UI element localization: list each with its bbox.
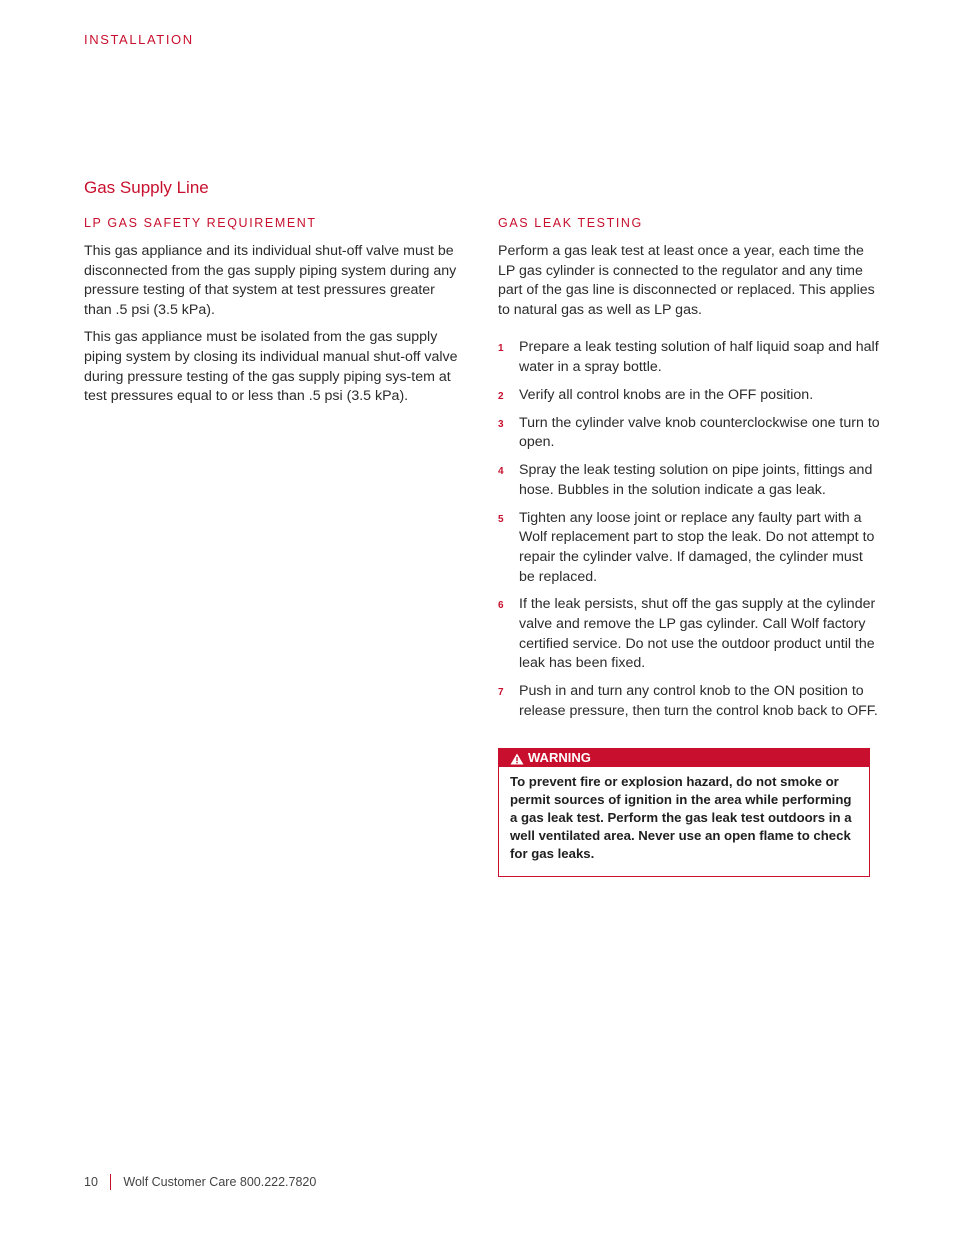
list-item [498,461,880,500]
warning-triangle-icon [510,752,524,764]
step-number: 4 [498,466,504,478]
customer-care-text: Wolf Customer Care 800.222.7820 [123,1175,317,1189]
step-number: 1 [498,343,504,355]
footer-divider [110,1174,112,1190]
page-number: 10 [84,1175,98,1189]
step-number: 3 [498,418,504,430]
step-text: If the leak persists, shut off the gas supply at the cylinder valve and remove the LP gas cylinder. Call Wolf factory certified service. Do not use the outdoor product until the leak has been fixed. [519,596,876,672]
step-text: Verify all control knobs are in the OFF position. [519,386,814,403]
step-text: Spray the leak testing solution on pipe joints, fittings and hose. Bubbles in the solution indicate a gas leak. [519,462,873,498]
step-number: 5 [498,513,504,525]
gas-leak-testing-heading: GAS LEAK TESTING [498,216,643,230]
step-text: Prepare a leak testing solution of half liquid soap and half water in a spray bottle. [519,339,879,375]
warning-header [499,749,869,767]
step-text: Push in and turn any control knob to the ON position to release pressure, then turn the control knob back to OFF. [519,683,878,719]
step-number: 2 [498,390,504,402]
warning-box [498,748,870,877]
list-item [498,509,880,587]
section-label: INSTALLATION [84,32,194,47]
list-item [498,682,880,721]
intro-paragraph: Perform a gas leak test at least once a year, each time the LP gas cylinder is connected to the regulator and any time part of the gas line is disconnected or replaced. This applies to natural gas as well as LP gas. [498,243,875,318]
list-item [498,338,880,377]
right-column [498,215,880,730]
list-item [498,386,880,406]
warning-label: WARNING [528,750,591,765]
list-item [498,595,880,673]
paragraph: This gas appliance and its individual shut-off valve must be disconnected from the gas supply piping system during any pressure testing of that system at test pressures greater than .5 psi (3.5 kPa). [84,243,457,318]
paragraph: This gas appliance must be isolated from the gas supply piping system by closing its individual manual shut-off valve during pressure testing of the gas supply piping sys-tem at test pressures equal to or less than .5 psi (3.5 kPa). [84,329,458,405]
footer [84,1174,316,1190]
list-item [498,414,880,453]
lp-gas-safety-heading: LP GAS SAFETY REQUIREMENT [84,216,317,230]
step-number: 6 [498,600,504,612]
step-text: Turn the cylinder valve knob counterclockwise one turn to open. [519,414,880,451]
step-text: Tighten any loose joint or replace any faulty part with a Wolf replacement part to stop the leak. Do not attempt to repair the cylinder valve. If damaged, the cylinder must be replaced. [519,509,875,585]
left-column [84,215,466,415]
steps-list [498,338,880,721]
page-title: Gas Supply Line [84,178,209,197]
warning-text: To prevent fire or explosion hazard, do not smoke or permit sources of ignition in the area while performing a gas leak test. Perform the gas leak test outdoors in a well ventilated area. Never use an open flame to check for gas leaks. [510,774,852,861]
step-number: 7 [498,687,504,699]
